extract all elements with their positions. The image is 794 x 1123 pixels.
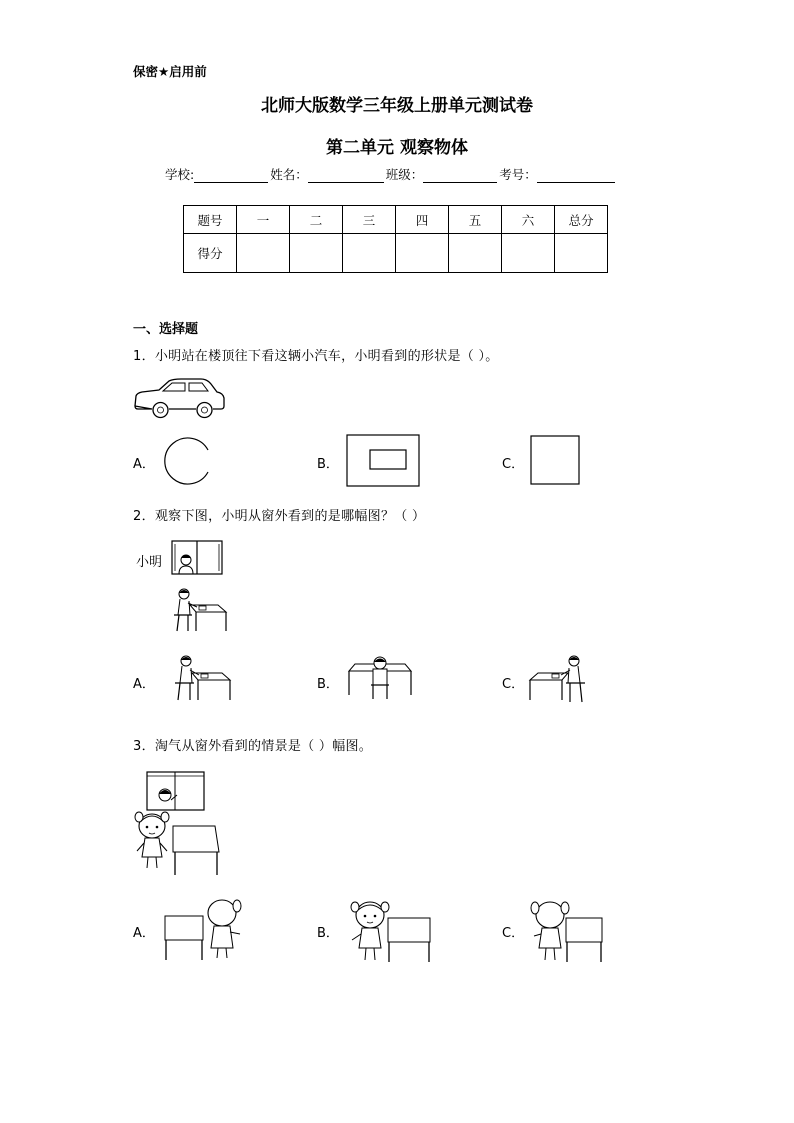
- score-table-header-cell: 二: [290, 206, 343, 234]
- exam-number-field[interactable]: [537, 168, 615, 183]
- class-field[interactable]: [423, 168, 497, 183]
- nested-rectangle-shape-icon: [346, 434, 421, 488]
- score-table-header-cell: 总分: [555, 206, 608, 234]
- score-cell[interactable]: [343, 234, 396, 273]
- score-table-header-cell: 五: [449, 206, 502, 234]
- question-2-option-c[interactable]: C．: [502, 677, 525, 692]
- score-table-header-cell: 四: [396, 206, 449, 234]
- boy-at-desk-figure: [168, 585, 228, 635]
- score-cell[interactable]: [396, 234, 449, 273]
- score-cell[interactable]: [555, 234, 608, 273]
- question-3-option-a[interactable]: A．: [133, 926, 155, 941]
- name-field[interactable]: [308, 168, 384, 183]
- question-3-text: 3．淘气从窗外看到的情景是（ ）幅图。: [133, 739, 373, 754]
- score-table-header-cell: 题号: [184, 206, 237, 234]
- circle-shape-icon: [160, 436, 212, 486]
- exam-number-label: 考号：: [499, 167, 537, 182]
- car-figure: [133, 378, 227, 420]
- question-3-option-b[interactable]: B．: [317, 926, 339, 941]
- score-cell[interactable]: [502, 234, 555, 273]
- student-info-line: [165, 165, 617, 183]
- name-label: 姓名：: [270, 167, 308, 182]
- score-cell[interactable]: [449, 234, 502, 273]
- question-2-option-a[interactable]: A．: [133, 677, 155, 692]
- school-field[interactable]: [194, 168, 268, 183]
- scene-a-figure: [164, 896, 248, 962]
- score-row-label: 得分: [184, 234, 237, 273]
- question-1-text: 1．小明站在楼顶往下看这辆小汽车，小明看到的形状是（ ）。: [133, 349, 499, 364]
- desk-scene-a-figure: [170, 652, 232, 704]
- score-table-header-cell: 一: [237, 206, 290, 234]
- score-cell[interactable]: [290, 234, 343, 273]
- page-subtitle: 第二单元 观察物体: [326, 138, 468, 158]
- confidential-label: 保密★启用前: [133, 64, 207, 79]
- square-shape-icon: [530, 435, 581, 486]
- section-title: 一、选择题: [133, 322, 199, 337]
- window-boy-figure: [171, 540, 225, 576]
- question-2-text: 2．观察下图，小明从窗外看到的是哪幅图？（ ）: [133, 509, 426, 524]
- xiaoming-label: 小明: [136, 555, 163, 570]
- scene-b-figure: [350, 898, 436, 964]
- desk-scene-c-figure: [528, 652, 590, 706]
- score-table-header-row: [184, 206, 608, 234]
- score-table-score-row: [184, 234, 608, 273]
- score-table-header-cell: 六: [502, 206, 555, 234]
- question-1-option-a[interactable]: A．: [133, 457, 155, 472]
- score-table: [183, 205, 608, 273]
- scene-c-figure: [530, 898, 606, 964]
- girl-window-desk-figure: [135, 771, 220, 876]
- desk-scene-b-figure: [345, 655, 415, 701]
- page-title: 北师大版数学三年级上册单元测试卷: [261, 96, 533, 116]
- school-label: 学校:: [165, 167, 195, 182]
- question-2-option-b[interactable]: B．: [317, 677, 339, 692]
- question-1-option-b[interactable]: B．: [317, 457, 339, 472]
- score-cell[interactable]: [237, 234, 290, 273]
- class-label: 班级：: [385, 167, 424, 182]
- score-table-header-cell: 三: [343, 206, 396, 234]
- question-3-option-c[interactable]: C．: [502, 926, 525, 941]
- question-1-option-c[interactable]: C．: [502, 457, 525, 472]
